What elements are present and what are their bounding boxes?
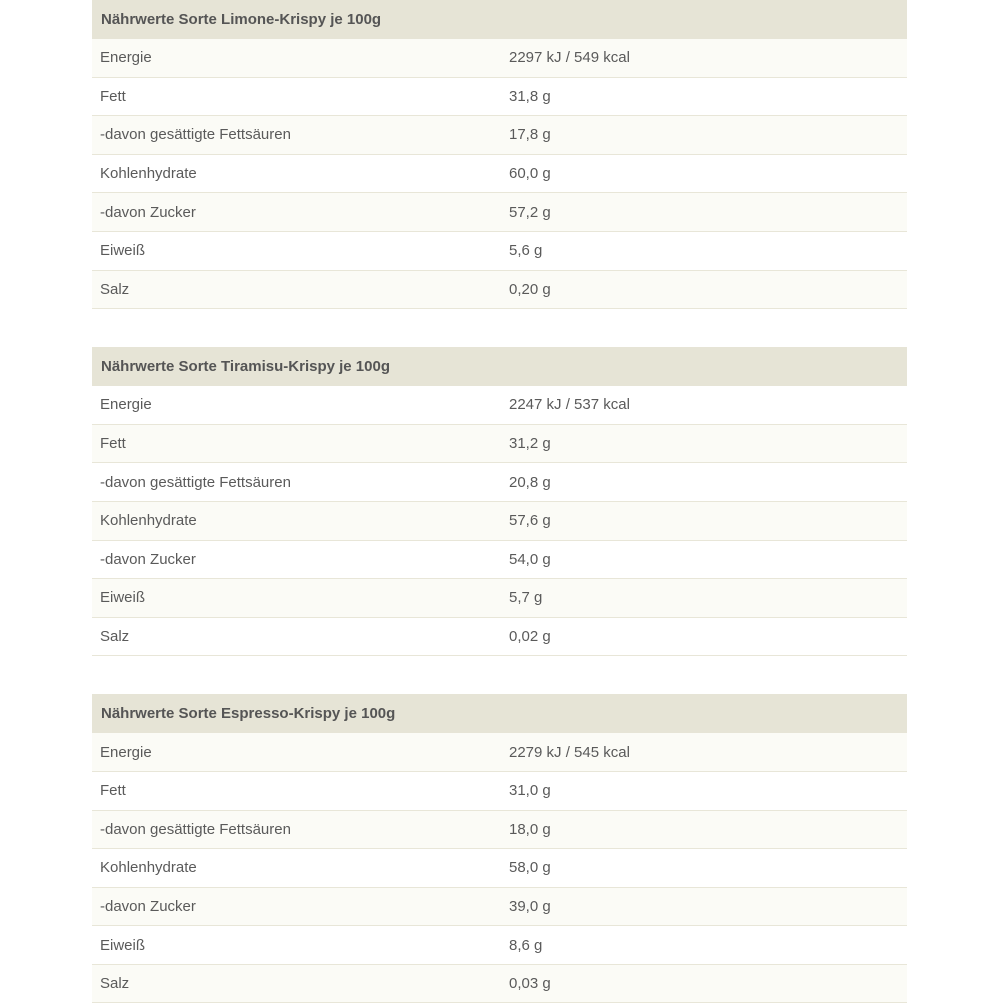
table-row	[92, 231, 907, 270]
nutrient-value: 5,6 g	[500, 231, 907, 270]
nutrient-label: Energie	[92, 386, 500, 424]
nutrient-value: 2247 kJ / 537 kcal	[500, 386, 907, 424]
nutrient-value: 20,8 g	[500, 463, 907, 502]
nutrition-table	[92, 0, 907, 1003]
table-row	[92, 617, 907, 656]
nutrient-label: Salz	[92, 617, 500, 656]
nutrient-label: Kohlenhydrate	[92, 501, 500, 540]
nutrient-value: 18,0 g	[500, 810, 907, 849]
table-row	[92, 540, 907, 579]
nutrient-label: Eiweiß	[92, 231, 500, 270]
nutrient-label: Fett	[92, 771, 500, 810]
nutrient-label: Kohlenhydrate	[92, 154, 500, 193]
table-row	[92, 39, 907, 77]
table-row	[92, 926, 907, 965]
nutrient-label: Kohlenhydrate	[92, 849, 500, 888]
table-row	[92, 154, 907, 193]
nutrient-label: Energie	[92, 39, 500, 77]
nutrient-label: Fett	[92, 77, 500, 116]
table-row	[92, 424, 907, 463]
table-header-espresso	[92, 694, 907, 733]
nutrient-label: -davon gesättigte Fettsäuren	[92, 463, 500, 502]
nutrient-value: 57,6 g	[500, 501, 907, 540]
nutrient-label: -davon gesättigte Fettsäuren	[92, 116, 500, 155]
nutrient-label: Fett	[92, 424, 500, 463]
nutrient-label: -davon gesättigte Fettsäuren	[92, 810, 500, 849]
nutrient-value: 31,8 g	[500, 77, 907, 116]
table-row	[92, 771, 907, 810]
nutrient-value: 0,20 g	[500, 270, 907, 309]
nutrient-value: 31,2 g	[500, 424, 907, 463]
table-spacer	[92, 656, 907, 695]
table-row	[92, 270, 907, 309]
nutrient-label: -davon Zucker	[92, 887, 500, 926]
table-title: Nährwerte Sorte Tiramisu-Krispy je 100g	[92, 347, 907, 386]
nutrient-value: 39,0 g	[500, 887, 907, 926]
table-spacer	[92, 309, 907, 348]
nutrient-value: 2279 kJ / 545 kcal	[500, 733, 907, 771]
table-row	[92, 810, 907, 849]
table-row	[92, 579, 907, 618]
nutrition-page	[92, 0, 907, 1003]
table-row	[92, 386, 907, 424]
nutrient-label: Eiweiß	[92, 926, 500, 965]
table-row	[92, 116, 907, 155]
table-row	[92, 733, 907, 771]
nutrient-value: 54,0 g	[500, 540, 907, 579]
nutrient-value: 17,8 g	[500, 116, 907, 155]
table-header-limone	[92, 0, 907, 39]
table-title: Nährwerte Sorte Limone-Krispy je 100g	[92, 0, 907, 39]
nutrient-label: -davon Zucker	[92, 540, 500, 579]
nutrient-value: 2297 kJ / 549 kcal	[500, 39, 907, 77]
nutrient-value: 60,0 g	[500, 154, 907, 193]
table-row	[92, 964, 907, 1003]
nutrient-label: Salz	[92, 270, 500, 309]
table-row	[92, 501, 907, 540]
table-row	[92, 887, 907, 926]
nutrient-value: 58,0 g	[500, 849, 907, 888]
nutrient-value: 57,2 g	[500, 193, 907, 232]
nutrient-label: Eiweiß	[92, 579, 500, 618]
table-header-tiramisu	[92, 347, 907, 386]
nutrient-value: 0,03 g	[500, 964, 907, 1003]
table-row	[92, 77, 907, 116]
nutrient-value: 5,7 g	[500, 579, 907, 618]
table-row	[92, 193, 907, 232]
nutrient-value: 31,0 g	[500, 771, 907, 810]
nutrient-label: Salz	[92, 964, 500, 1003]
nutrient-value: 0,02 g	[500, 617, 907, 656]
table-title: Nährwerte Sorte Espresso-Krispy je 100g	[92, 694, 907, 733]
table-row	[92, 849, 907, 888]
table-row	[92, 463, 907, 502]
nutrient-value: 8,6 g	[500, 926, 907, 965]
nutrient-label: -davon Zucker	[92, 193, 500, 232]
nutrient-label: Energie	[92, 733, 500, 771]
